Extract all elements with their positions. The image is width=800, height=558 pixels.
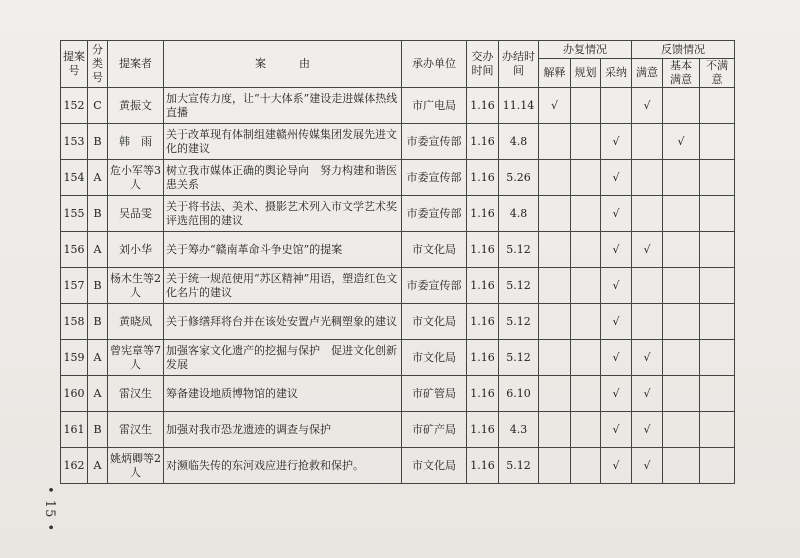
table-row [61,448,735,484]
row-reply-1 [571,448,601,484]
row-category: B [88,304,108,340]
table-row [61,268,735,304]
check-mark-icon: √ [632,412,663,448]
row-reply-1 [571,232,601,268]
row-reply-1 [571,376,601,412]
header-reply-adopt: 采纳 [601,59,632,88]
header-reply-explain: 解释 [539,59,571,88]
check-mark-icon: √ [632,232,663,268]
row-subject: 加大宣传力度，让“十大体系”建设走进媒体热线直播 [164,88,402,124]
row-feedback-2 [700,196,735,232]
row-proposer: 黄晓凤 [108,304,164,340]
row-done-time: 11.14 [499,88,539,124]
row-unit: 市文化局 [402,232,467,268]
row-submit-time: 1.16 [467,340,499,376]
row-reply-0 [539,196,571,232]
row-subject: 关于改革现有体制组建赣州传媒集团发展先进文化的建议 [164,124,402,160]
header-feedback-basic: 基本满意 [663,59,700,88]
row-feedback-0 [632,124,663,160]
row-submit-time: 1.16 [467,448,499,484]
row-category: C [88,88,108,124]
row-proposer: 杨木生等2人 [108,268,164,304]
row-feedback-1 [663,412,700,448]
row-feedback-0 [632,196,663,232]
check-mark-icon: √ [601,304,632,340]
row-subject: 加强对我市恐龙遗迹的调查与保护 [164,412,402,448]
row-id: 157 [61,268,88,304]
row-unit: 市文化局 [402,448,467,484]
header-category: 分类号 [88,41,108,88]
row-id: 162 [61,448,88,484]
row-proposer: 刘小华 [108,232,164,268]
row-feedback-2 [700,160,735,196]
row-feedback-2 [700,88,735,124]
row-category: B [88,412,108,448]
row-unit: 市矿管局 [402,376,467,412]
row-reply-0 [539,448,571,484]
check-mark-icon: √ [632,376,663,412]
check-mark-icon: √ [601,412,632,448]
row-submit-time: 1.16 [467,196,499,232]
header-id: 提案号 [61,41,88,88]
header-submit-time: 交办时间 [467,41,499,88]
row-reply-1 [571,268,601,304]
row-unit: 市委宣传部 [402,160,467,196]
row-done-time: 6.10 [499,376,539,412]
row-unit: 市矿产局 [402,412,467,448]
table-row [61,196,735,232]
row-category: B [88,268,108,304]
row-feedback-1 [663,196,700,232]
table-row [61,232,735,268]
row-reply-0 [539,304,571,340]
row-feedback-0 [632,160,663,196]
header-subject: 案 由 [164,41,402,88]
row-reply-0 [539,124,571,160]
header-feedback-satisfied: 满意 [632,59,663,88]
row-category: A [88,448,108,484]
row-feedback-2 [700,448,735,484]
row-feedback-1 [663,448,700,484]
table-row [61,160,735,196]
row-reply-1 [571,304,601,340]
table-row [61,376,735,412]
header-row-top [61,41,735,59]
row-feedback-2 [700,376,735,412]
row-feedback-1 [663,376,700,412]
row-reply-0 [539,232,571,268]
row-id: 160 [61,376,88,412]
table-row [61,412,735,448]
row-submit-time: 1.16 [467,88,499,124]
row-reply-1 [571,124,601,160]
row-subject: 关于统一规范使用“苏区精神”用语，塑造红色文化名片的建议 [164,268,402,304]
row-unit: 市委宣传部 [402,196,467,232]
row-reply-1 [571,412,601,448]
row-done-time: 4.8 [499,196,539,232]
row-submit-time: 1.16 [467,268,499,304]
row-feedback-1 [663,232,700,268]
header-proposer: 提案者 [108,41,164,88]
check-mark-icon: √ [632,448,663,484]
check-mark-icon: √ [601,448,632,484]
header-reply-group: 办复情况 [539,41,632,59]
check-mark-icon: √ [601,232,632,268]
row-category: A [88,376,108,412]
proposal-table [60,40,735,484]
row-id: 159 [61,340,88,376]
row-proposer: 雷汉生 [108,376,164,412]
row-proposer: 黄振文 [108,88,164,124]
table-body [61,88,735,484]
row-id: 156 [61,232,88,268]
row-submit-time: 1.16 [467,304,499,340]
row-id: 158 [61,304,88,340]
row-feedback-1 [663,268,700,304]
header-reply-plan: 规划 [571,59,601,88]
row-done-time: 5.12 [499,232,539,268]
check-mark-icon: √ [539,88,571,124]
row-submit-time: 1.16 [467,160,499,196]
row-feedback-1 [663,88,700,124]
row-category: B [88,124,108,160]
check-mark-icon: √ [601,124,632,160]
row-unit: 市文化局 [402,304,467,340]
table-row [61,340,735,376]
row-proposer: 姚炳卿等2人 [108,448,164,484]
row-submit-time: 1.16 [467,232,499,268]
page-number: • 15 • [42,486,57,533]
header-unit: 承办单位 [402,41,467,88]
table-row [61,124,735,160]
row-reply-0 [539,340,571,376]
row-proposer: 韩 雨 [108,124,164,160]
table-row [61,304,735,340]
check-mark-icon: √ [632,340,663,376]
header-feedback-unsatisfied: 不满意 [700,59,735,88]
row-done-time: 5.12 [499,304,539,340]
row-id: 161 [61,412,88,448]
row-done-time: 4.3 [499,412,539,448]
check-mark-icon: √ [601,196,632,232]
row-feedback-1 [663,160,700,196]
row-reply-1 [571,160,601,196]
row-unit: 市委宣传部 [402,124,467,160]
row-feedback-2 [700,124,735,160]
row-feedback-2 [700,268,735,304]
row-subject: 对濒临失传的东河戏应进行抢救和保护。 [164,448,402,484]
row-feedback-2 [700,340,735,376]
row-done-time: 5.12 [499,340,539,376]
row-done-time: 5.12 [499,448,539,484]
row-subject: 关于筹办“赣南革命斗争史馆”的提案 [164,232,402,268]
row-feedback-2 [700,412,735,448]
row-category: A [88,160,108,196]
row-subject: 筹备建设地质博物馆的建议 [164,376,402,412]
row-proposer: 雷汉生 [108,412,164,448]
row-subject: 加强客家文化遗产的挖掘与保护 促进文化创新发展 [164,340,402,376]
row-subject: 关于修缮拜将台并在该处安置卢光稠塑象的建议 [164,304,402,340]
check-mark-icon: √ [601,160,632,196]
row-subject: 树立我市媒体正确的舆论导向 努力构建和谐医患关系 [164,160,402,196]
row-feedback-0 [632,268,663,304]
row-unit: 市文化局 [402,340,467,376]
check-mark-icon: √ [632,88,663,124]
row-unit: 市委宣传部 [402,268,467,304]
row-proposer: 曾宪章等7人 [108,340,164,376]
row-proposer: 危小军等3人 [108,160,164,196]
row-submit-time: 1.16 [467,124,499,160]
row-feedback-2 [700,304,735,340]
row-reply-1 [571,340,601,376]
row-feedback-1 [663,340,700,376]
row-reply-1 [571,88,601,124]
row-done-time: 5.26 [499,160,539,196]
row-category: A [88,232,108,268]
row-submit-time: 1.16 [467,376,499,412]
check-mark-icon: √ [601,376,632,412]
row-reply-0 [539,412,571,448]
row-category: A [88,340,108,376]
row-id: 152 [61,88,88,124]
check-mark-icon: √ [663,124,700,160]
row-id: 155 [61,196,88,232]
row-done-time: 5.12 [499,268,539,304]
row-unit: 市广电局 [402,88,467,124]
header-feedback-group: 反馈情况 [632,41,735,59]
row-proposer: 吴品雯 [108,196,164,232]
row-reply-0 [539,376,571,412]
row-feedback-1 [663,304,700,340]
row-reply-0 [539,268,571,304]
row-submit-time: 1.16 [467,412,499,448]
row-done-time: 4.8 [499,124,539,160]
row-reply-0 [539,160,571,196]
row-id: 153 [61,124,88,160]
row-reply-2 [601,88,632,124]
row-id: 154 [61,160,88,196]
row-category: B [88,196,108,232]
header-done-time: 办结时间 [499,41,539,88]
row-subject: 关于将书法、美术、摄影艺术列入市文学艺术奖评选范围的建议 [164,196,402,232]
check-mark-icon: √ [601,340,632,376]
row-feedback-0 [632,304,663,340]
check-mark-icon: √ [601,268,632,304]
row-feedback-2 [700,232,735,268]
row-reply-1 [571,196,601,232]
table-row [61,88,735,124]
